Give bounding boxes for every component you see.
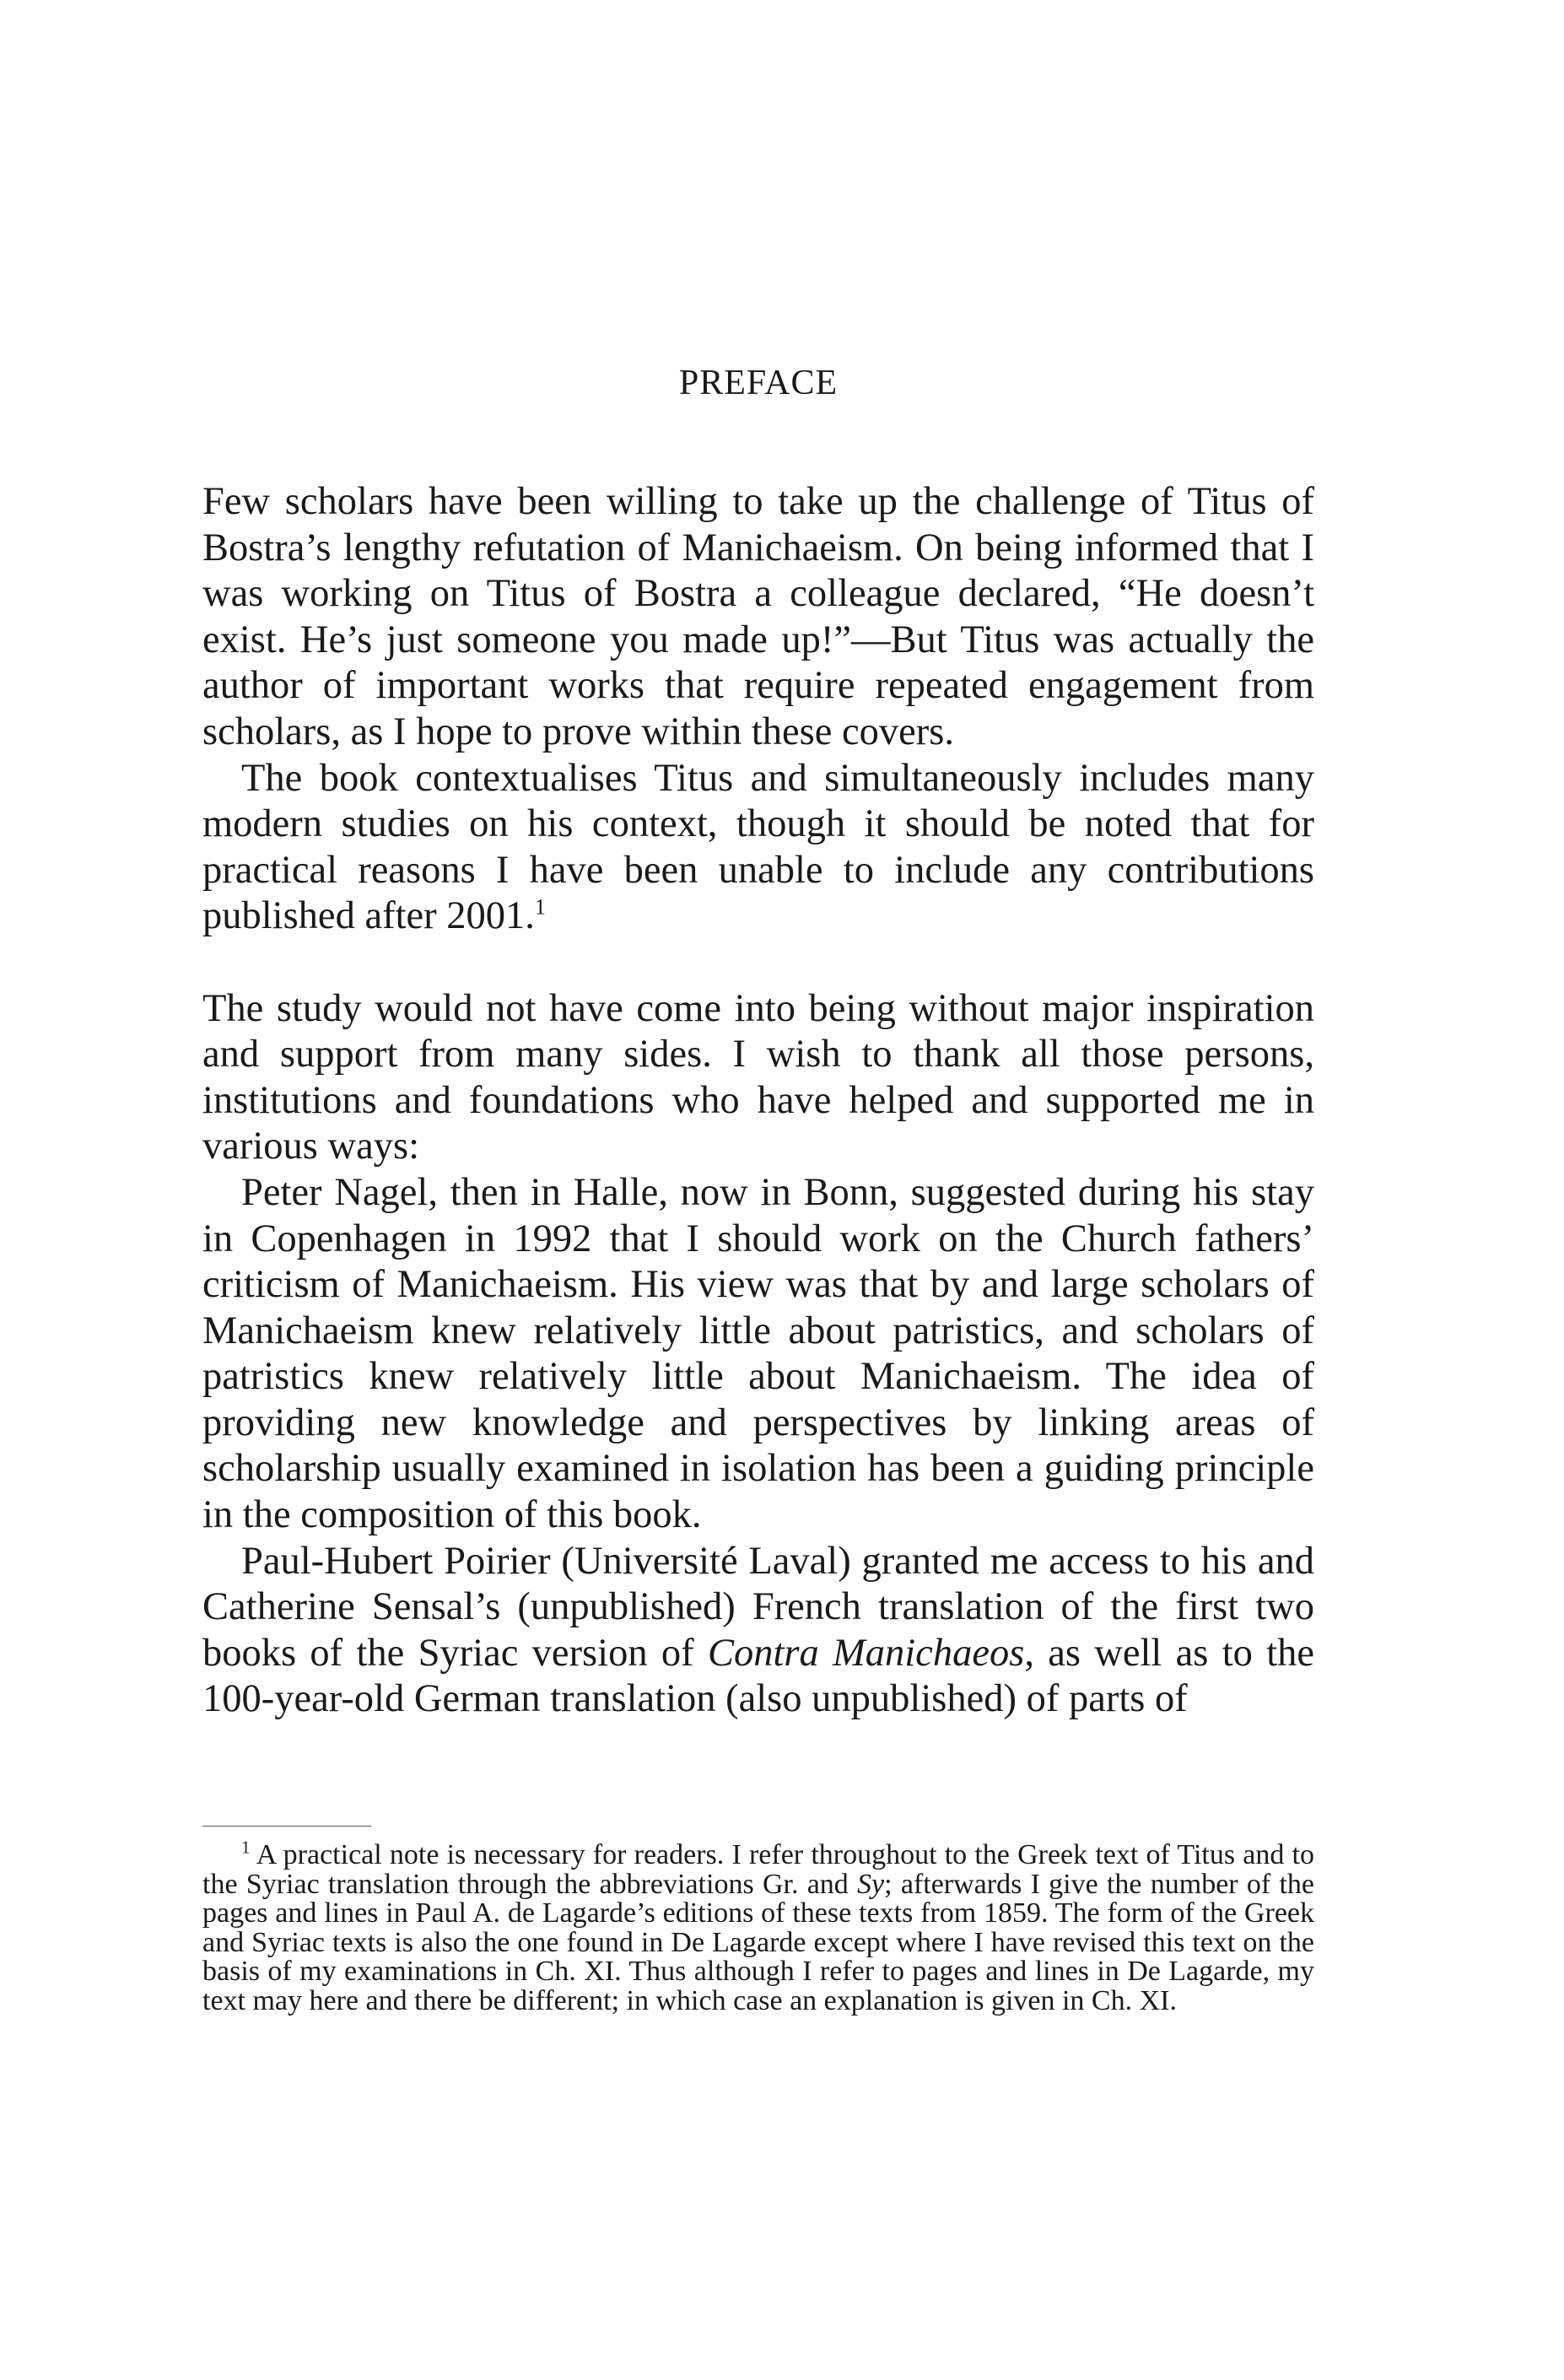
paragraph-intro: Few scholars have been willing to take up the challenge of Titus of Bostra’s lengthy refutation of Manichaeism. On being informed that I was working on Titus of Bostra a colleague declared, “He doesn’t exist. He’s just someone you made up!”—But Titus was actually the author of important works that require repeated engagement from scholars, as I hope to prove within these covers. xyxy=(202,480,1314,753)
footnote-text-b: ; afterwards I give the number of the pages and lines in Paul A. de Lagarde’s editions of these texts from 1859. The form of the Greek and Syriac texts is also the one found in De Lagarde except where I have revised this text on the basis of my examinations in Ch. XI. Thus although I refer to pages and lines in De Lagarde, my text may here and there be different; in which case an explanation is given in Ch. XI. xyxy=(202,1868,1314,2016)
paragraph-poirier-text-b: , as well as to the 100-year-old German translation (also unpublished) of parts of xyxy=(202,1631,1314,1721)
footnote-mark: 1 xyxy=(241,1837,251,1858)
paragraph-poirier-text-a: Paul-Hubert Poirier (Université Laval) granted me access to his and Catherine Sensal’s (unpublished) French translation of the first two books of the Syriac version of xyxy=(202,1539,1314,1675)
page-title: PREFACE xyxy=(678,364,839,402)
paragraph-context-text: The book contextualises Titus and simultaneously includes many modern studies on his context, though it should be noted that for practical reasons I have been unable to include any contributions published after 2001. xyxy=(202,756,1314,938)
footnote-reference[interactable]: 1 xyxy=(534,894,546,920)
paragraph-acknowledgements: The study would not have come into being without major inspiration and support from many sides. I wish to thank all those persons, institutions and foundations who have helped and supported me in various ways: xyxy=(202,986,1314,1168)
footnote xyxy=(202,1837,1314,2016)
paragraph-poirier xyxy=(202,1539,1314,1723)
preface-body xyxy=(202,479,1314,1723)
footnote-text-a: A practical note is necessary for readers. I refer throughout to the Greek text of Titus and to the Syriac translation through the abbreviations Gr. and xyxy=(202,1839,1314,1900)
paragraph-nagel: Peter Nagel, then in Halle, now in Bonn, suggested during his stay in Copenhagen in 1992 that I should work on the Church fathers’ criticism of Manichaeism. His view was that by and large scholars of Manichaeism knew relatively little about patristics, and scholars of patristics knew relatively little about Manichaeism. The idea of providing new knowledge and perspectives by linking areas of scholarship usually examined in isolation has been a guiding principle in the composition of this book. xyxy=(202,1170,1314,1537)
work-title-contra-manichaeos: Contra Manichaeos xyxy=(707,1631,1025,1675)
footnote-abbrev-sy: Sy xyxy=(857,1868,885,1900)
paragraph-context xyxy=(202,756,1314,940)
footnote-divider xyxy=(202,1826,371,1827)
